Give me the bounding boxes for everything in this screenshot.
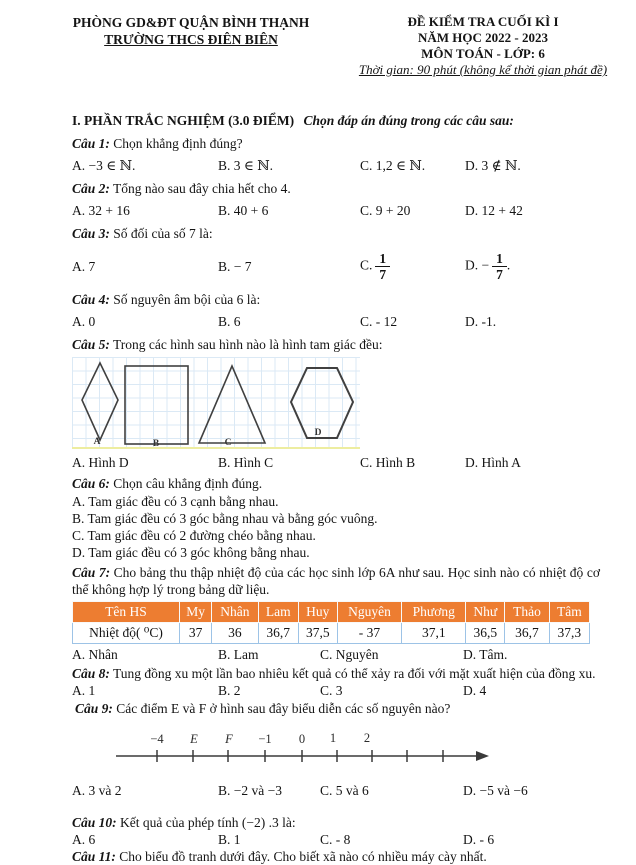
question-1-stem xyxy=(72,134,600,153)
answer-option: C. - 8 xyxy=(320,832,351,847)
fraction xyxy=(492,251,507,282)
school-name: TRƯỜNG THCS ĐIÊN BIÊN xyxy=(104,32,278,47)
question-11-label: Câu 11: xyxy=(72,849,116,864)
number-line-svg xyxy=(110,721,492,777)
question-3-text: Số đối của số 7 là: xyxy=(113,226,213,241)
exam-header xyxy=(0,0,636,78)
question-8-stem xyxy=(72,665,600,682)
table-cell: 37,1 xyxy=(402,623,466,644)
answer-option xyxy=(360,251,465,282)
question-8-label: Câu 8: xyxy=(72,666,110,681)
answer-option xyxy=(465,251,600,282)
fraction-denominator: 7 xyxy=(379,266,387,282)
question-2-text: Tổng nào sau đây chia hết cho 4. xyxy=(113,181,291,196)
answer-option: B. 1 xyxy=(218,832,241,847)
question-5-text: Trong các hình sau hình nào là hình tam giác đều: xyxy=(113,337,383,352)
point-f-label: F xyxy=(225,732,233,746)
question-9-text: Các điểm E và F ở hình sau đây biểu diễn các số nguyên nào? xyxy=(116,701,451,716)
section-1-title xyxy=(72,112,600,130)
shape-label-a: A xyxy=(93,437,101,447)
table-cell: 36 xyxy=(212,623,258,644)
answer-option: D. −5 và −6 xyxy=(463,783,528,798)
question-10-label: Câu 10: xyxy=(72,815,117,830)
question-1 xyxy=(72,134,600,175)
number-line-label: −1 xyxy=(258,732,272,746)
fraction-denominator: 7 xyxy=(496,266,503,282)
question-3-answers xyxy=(72,246,600,286)
answer-option: D. Tâm. xyxy=(463,647,508,662)
answer-option: A. 7 xyxy=(72,258,96,274)
question-3 xyxy=(72,224,600,286)
question-11-stem xyxy=(72,848,600,865)
header-left-block xyxy=(60,14,322,78)
question-2 xyxy=(72,179,600,220)
answer-option: A. −3 ∈ ℕ. xyxy=(72,158,136,173)
question-3-label: Câu 3: xyxy=(72,226,110,241)
answer-option: A. 32 + 16 xyxy=(72,203,130,218)
table-cell: Nhiệt độ( ⁰C) xyxy=(73,623,180,644)
question-4-stem xyxy=(72,290,600,309)
table-header-cell: Tên HS xyxy=(73,602,180,623)
table-header-cell: Như xyxy=(466,602,505,623)
table-cell: 36,7 xyxy=(505,623,549,644)
answer-option: C. 1,2 ∈ ℕ. xyxy=(360,158,426,173)
question-1-answers xyxy=(72,156,600,175)
number-line-label: 1 xyxy=(329,731,337,745)
table-header-cell: My xyxy=(180,602,212,623)
question-1-label: Câu 1: xyxy=(72,136,110,151)
fraction-numerator: 1 xyxy=(492,251,507,267)
answer-option: A. 0 xyxy=(72,314,96,329)
question-5-answers xyxy=(72,453,600,472)
answer-prefix: C. xyxy=(360,257,373,273)
answer-option: C. - 12 xyxy=(360,314,398,329)
school-year: NĂM HỌC 2022 - 2023 xyxy=(418,30,548,45)
answer-option: B. 6 xyxy=(218,314,241,329)
question-7 xyxy=(72,564,600,664)
question-5-label: Câu 5: xyxy=(72,337,110,352)
section-1-heading: I. PHẦN TRẮC NGHIỆM (3.0 ĐIỂM) xyxy=(72,113,295,128)
department-name: PHÒNG GD&ĐT QUẬN BÌNH THẠNH xyxy=(72,15,310,30)
table-header-cell: Huy xyxy=(298,602,337,623)
question-5 xyxy=(72,335,600,472)
question-11-text: Cho biểu đồ tranh dưới đây. Cho biết xã nào có nhiều máy cày nhất. xyxy=(119,849,487,864)
answer-option: B. − 7 xyxy=(218,258,252,274)
question-4-label: Câu 4: xyxy=(72,292,110,307)
answer-option: A. 6 xyxy=(72,832,96,847)
table-cell: 37,5 xyxy=(298,623,337,644)
table-cell: - 37 xyxy=(337,623,402,644)
shapes-figure-svg xyxy=(72,357,360,447)
question-8 xyxy=(72,665,600,699)
answer-option: B. Tam giác đều có 3 góc bằng nhau và bằng góc vuông. xyxy=(72,511,378,526)
answer-option: B. 2 xyxy=(218,683,241,698)
question-6-text: Chọn câu khẳng định đúng. xyxy=(113,476,263,491)
answer-option: D. - 6 xyxy=(463,832,495,847)
arrow-head-icon xyxy=(476,751,489,761)
answer-option: B. −2 và −3 xyxy=(218,783,282,798)
question-7-text: Cho bảng thu thập nhiệt độ của các học sinh lớp 6A như sau. Học sinh nào có nhiệt độ cơ thể không hợp lý trong bảng dữ liệu. xyxy=(72,565,601,597)
question-10 xyxy=(72,814,600,848)
question-1-text: Chọn khẳng định đúng? xyxy=(113,136,243,151)
hexagon-shape xyxy=(291,368,353,438)
exam-title: ĐỀ KIỂM TRA CUỐI KÌ I xyxy=(407,14,559,29)
number-line-label: 0 xyxy=(298,732,306,746)
question-8-answers xyxy=(72,682,600,699)
question-9-stem xyxy=(72,700,600,717)
exam-duration: Thời gian: 90 phút (không kể thời gian phát đề) xyxy=(358,62,608,77)
answer-option: A. Hình D xyxy=(72,455,129,470)
question-10-stem xyxy=(72,814,600,831)
question-8-text: Tung đồng xu một lần bao nhiêu kết quả có thể xảy ra đối với mặt xuất hiện của đồng xu. xyxy=(113,666,596,681)
question-2-label: Câu 2: xyxy=(72,181,110,196)
question-2-answers xyxy=(72,201,600,220)
point-e-label: E xyxy=(190,732,198,746)
answer-option: C. Hình B xyxy=(360,455,416,470)
question-4-text: Số nguyên âm bội của 6 là: xyxy=(113,292,261,307)
question-9-label: Câu 9: xyxy=(75,701,113,716)
fraction xyxy=(375,251,390,282)
question-7-label: Câu 7: xyxy=(72,565,111,580)
number-line-label: 2 xyxy=(363,731,371,745)
exam-body xyxy=(0,112,636,865)
question-7-stem xyxy=(72,564,600,598)
number-line-label: −4 xyxy=(150,732,164,746)
answer-option: A. 3 và 2 xyxy=(72,783,122,798)
question-6 xyxy=(72,474,600,561)
question-11 xyxy=(72,848,600,865)
answer-prefix: D. − xyxy=(465,257,490,273)
question-5-stem xyxy=(72,335,600,354)
table-header-cell: Thảo xyxy=(505,602,549,623)
section-1-instruction: Chọn đáp án đúng trong các câu sau: xyxy=(303,113,514,128)
shape-label-b: B xyxy=(152,439,160,447)
answer-option: D. Tam giác đều có 3 góc không bằng nhau. xyxy=(72,545,310,560)
answer-option: A. Tam giác đều có 3 cạnh bằng nhau. xyxy=(72,494,279,509)
subject-grade: MÔN TOÁN - LỚP: 6 xyxy=(421,46,545,61)
triangle-shape xyxy=(199,366,265,443)
answer-option: B. Lam xyxy=(218,647,259,662)
rhombus-shape xyxy=(82,363,118,440)
table-cell: 37,3 xyxy=(549,623,589,644)
question-3-stem xyxy=(72,224,600,243)
answer-option: B. Hình C xyxy=(218,455,274,470)
question-10-text: Kết quả của phép tính (−2) .3 là: xyxy=(120,815,296,830)
answer-option: D. Hình A xyxy=(465,455,521,470)
question-6-label: Câu 6: xyxy=(72,476,110,491)
question-9 xyxy=(72,700,600,800)
question-10-answers xyxy=(72,831,600,848)
question-7-answers xyxy=(72,645,600,664)
question-2-stem xyxy=(72,179,600,198)
square-shape xyxy=(125,366,188,444)
answer-suffix: . xyxy=(506,257,511,273)
answer-option: A. Nhân xyxy=(72,647,118,662)
shape-label-d: D xyxy=(314,428,322,438)
table-cell: 37 xyxy=(180,623,212,644)
fraction-numerator: 1 xyxy=(375,251,390,267)
answer-option: B. 3 ∈ ℕ. xyxy=(218,158,273,173)
answer-option: D. -1. xyxy=(465,314,497,329)
question-6-stem xyxy=(72,474,600,493)
number-line-figure xyxy=(110,721,492,777)
temperature-table xyxy=(72,601,590,644)
question-4-answers xyxy=(72,312,600,331)
shape-label-c: C xyxy=(224,438,232,447)
answer-option: D. 12 + 42 xyxy=(465,203,523,218)
answer-option: C. 9 + 20 xyxy=(360,203,411,218)
shapes-figure xyxy=(72,357,360,449)
answer-option: C. 5 và 6 xyxy=(320,783,369,798)
answer-option: D. 4 xyxy=(463,683,487,698)
question-4 xyxy=(72,290,600,331)
table-header-cell: Tâm xyxy=(549,602,589,623)
answer-option: B. 40 + 6 xyxy=(218,203,269,218)
table-header-cell: Nhân xyxy=(212,602,258,623)
answer-option: C. 3 xyxy=(320,683,343,698)
header-right-block xyxy=(358,14,608,78)
answer-option: D. 3 ∉ ℕ. xyxy=(465,158,521,173)
answer-option: A. 1 xyxy=(72,683,96,698)
table-header-cell: Nguyên xyxy=(337,602,402,623)
question-9-answers xyxy=(72,781,600,800)
table-header-row xyxy=(73,602,590,623)
table-header-cell: Phương xyxy=(402,602,466,623)
table-cell: 36,7 xyxy=(258,623,298,644)
answer-option: C. Nguyên xyxy=(320,647,379,662)
answer-option: C. Tam giác đều có 2 đường chéo bằng nhau. xyxy=(72,528,316,543)
table-row xyxy=(73,623,590,644)
table-cell: 36,5 xyxy=(466,623,505,644)
table-header-cell: Lam xyxy=(258,602,298,623)
